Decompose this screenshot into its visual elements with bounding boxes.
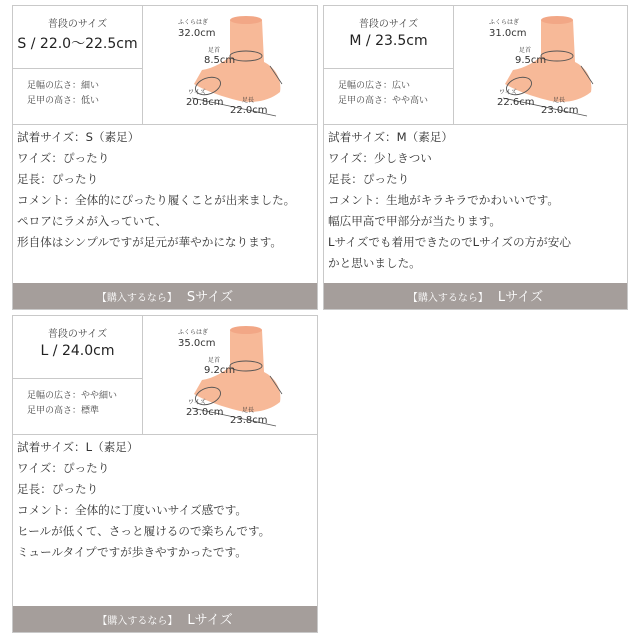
- review-line: 試着サイズ：M（素足）: [328, 130, 454, 144]
- divider: [324, 124, 627, 125]
- review-line: コメント：全体的にぴったり履くことが出来ました。: [17, 193, 296, 207]
- usual-size-label: 普段のサイズ: [47, 329, 108, 340]
- model-card-m: [323, 5, 628, 310]
- calf-label: ふくらはぎ: [178, 329, 209, 336]
- usual-size-label: 普段のサイズ: [358, 19, 419, 30]
- foot-measurement-illustration: [142, 6, 317, 124]
- wise-value: 20.8cm: [186, 97, 224, 108]
- usual-size-panel: [13, 316, 143, 434]
- buy-size: Sサイズ: [186, 290, 234, 305]
- foot-measurement-illustration: [453, 6, 628, 124]
- buy-prefix: 【購入するなら】: [96, 293, 177, 304]
- model-card-s: [12, 5, 318, 310]
- review-text: [17, 127, 315, 253]
- buy-size: Lサイズ: [187, 613, 233, 628]
- ankle-value: 9.5cm: [515, 55, 547, 66]
- review-line: 試着サイズ：L（素足）: [17, 440, 139, 454]
- review-line: ワイズ：ぴったり: [17, 151, 110, 165]
- recommended-size-bar: [13, 606, 317, 632]
- review-line: かと思いました。: [328, 256, 421, 270]
- review-line: ワイズ：少しきつい: [328, 151, 432, 165]
- recommended-size-bar: [13, 283, 317, 309]
- foot-width-fit: 足幅の広さ：やや細い: [27, 391, 118, 401]
- foot-width-fit: 足幅の広さ：細い: [27, 81, 100, 91]
- usual-size-value: L / 24.0cm: [40, 343, 115, 359]
- model-card-l: [12, 315, 318, 633]
- instep-height-fit: 足甲の高さ：標準: [27, 406, 100, 416]
- buy-prefix: 【購入するなら】: [407, 293, 488, 304]
- review-line: 足長：ぴったり: [17, 172, 99, 186]
- calf-label: ふくらはぎ: [178, 19, 209, 26]
- calf-label: ふくらはぎ: [489, 19, 520, 26]
- buy-prefix: 【購入するなら】: [97, 616, 178, 627]
- review-line: 幅広甲高で甲部分が当たります。: [328, 214, 501, 228]
- length-value: 23.0cm: [541, 105, 579, 116]
- length-label: 足長: [553, 97, 566, 104]
- usual-size-box: [13, 316, 142, 379]
- divider: [13, 434, 317, 435]
- review-line: ミュールタイプですが歩きやすかったです。: [17, 545, 247, 559]
- usual-size-label: 普段のサイズ: [47, 19, 108, 30]
- review-line: ヒールが低くて、さっと履けるので楽ちんです。: [17, 524, 271, 538]
- usual-size-panel: [13, 6, 143, 124]
- review-line: 足長：ぴったり: [328, 172, 410, 186]
- calf-value: 35.0cm: [178, 338, 216, 349]
- usual-size-box: [13, 6, 142, 69]
- foot-width-fit: 足幅の広さ：広い: [338, 81, 411, 91]
- review-line: 足長：ぴったり: [17, 482, 99, 496]
- calf-value: 32.0cm: [178, 28, 216, 39]
- review-line: 試着サイズ：S（素足）: [17, 130, 140, 144]
- wise-label: ワイズ: [188, 89, 206, 96]
- instep-height-fit: 足甲の高さ：低い: [27, 96, 100, 106]
- usual-size-panel: [324, 6, 454, 124]
- length-label: 足長: [242, 97, 255, 104]
- instep-height-fit: 足甲の高さ：やや高い: [338, 96, 429, 106]
- usual-size-value: M / 23.5cm: [349, 33, 428, 49]
- review-line: 形自体はシンプルですが足元が華やかになります。: [17, 235, 282, 249]
- ankle-label: 足首: [208, 357, 221, 364]
- buy-size: Lサイズ: [497, 290, 544, 305]
- wise-value: 23.0cm: [186, 407, 224, 418]
- review-line: Lサイズでも着用できたのでLサイズの方が安心: [328, 235, 571, 249]
- ankle-value: 8.5cm: [204, 55, 236, 66]
- review-line: コメント：全体的に丁度いいサイズ感です。: [17, 503, 248, 517]
- review-line: ペロアにラメが入っていて、: [17, 214, 168, 228]
- length-label: 足長: [242, 407, 255, 414]
- length-value: 22.0cm: [230, 105, 268, 116]
- review-line: ワイズ：ぴったり: [17, 461, 110, 475]
- usual-size-box: [324, 6, 453, 69]
- length-value: 23.8cm: [230, 415, 268, 426]
- divider: [13, 124, 317, 125]
- ankle-label: 足首: [519, 47, 532, 54]
- foot-measurement-illustration: [142, 316, 317, 434]
- recommended-size-bar: [324, 283, 627, 309]
- review-text: [17, 437, 315, 563]
- calf-value: 31.0cm: [489, 28, 527, 39]
- usual-size-value: S / 22.0〜22.5cm: [17, 36, 138, 52]
- ankle-label: 足首: [208, 47, 221, 54]
- review-line: コメント：生地がキラキラでかわいいです。: [328, 193, 559, 207]
- wise-value: 22.6cm: [497, 97, 535, 108]
- ankle-value: 9.2cm: [204, 365, 236, 376]
- wise-label: ワイズ: [499, 89, 517, 96]
- wise-label: ワイズ: [188, 399, 206, 406]
- review-text: [328, 127, 625, 274]
